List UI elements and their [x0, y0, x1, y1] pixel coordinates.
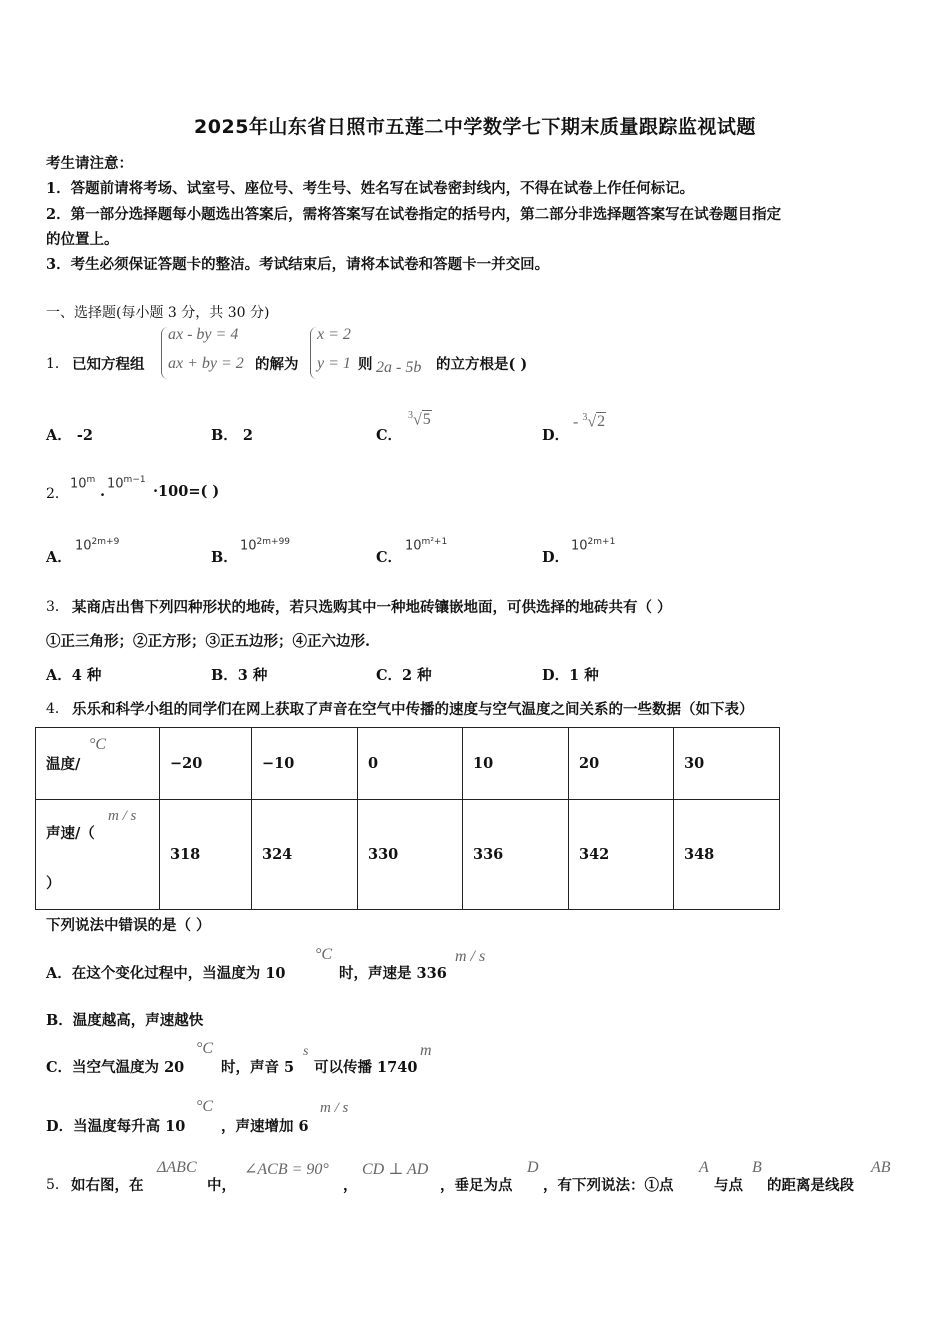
table-cell: 348	[674, 800, 780, 910]
q1-option-d-radical: - $^3$√2	[573, 412, 606, 431]
q3-option-b[interactable]: B．3 种	[211, 667, 268, 684]
q2-option-c-expr: $10^{m^2+1}$	[405, 537, 448, 554]
section-heading: 一、选择题(每小题 3 分，共 30 分)	[46, 305, 270, 321]
q2-option-a-label[interactable]: A．	[46, 549, 72, 566]
q5-text-1: 如右图，在	[71, 1177, 144, 1194]
q1-number: 1．	[46, 356, 69, 372]
q4-option-c-unit-3: m	[420, 1042, 432, 1059]
q4-option-c-unit-1: °C	[196, 1040, 214, 1057]
speed-unit: m / s	[108, 808, 137, 824]
q1-option-b[interactable]	[211, 424, 253, 445]
q5-text-6: 与点	[714, 1177, 743, 1194]
table-cell: 330	[358, 800, 463, 910]
q3-shapes: ①正三角形；②正方形；③正五边形；④正六边形.	[46, 633, 371, 650]
q1-solution-1: x = 2	[317, 326, 351, 343]
q4-option-a-unit-1: °C	[315, 946, 333, 963]
q4-option-d-text-2: ，声速增加 6	[221, 1118, 309, 1135]
table-row-temperature	[36, 728, 780, 800]
q1-option-c-label[interactable]: C．	[376, 427, 403, 444]
q4-option-c-text-2: 时，声音 5	[221, 1059, 295, 1076]
q1-option-a[interactable]	[46, 424, 93, 445]
q5-math-angle: ∠ACB = 90°	[244, 1161, 329, 1178]
temperature-header-cell	[36, 728, 160, 800]
q1-option-a-label: A．	[46, 427, 72, 444]
q1-option-a-text: -2	[76, 427, 93, 444]
temperature-label: 温度/	[46, 756, 81, 773]
q4-option-a[interactable]: A．在这个变化过程中，当温度为 10	[46, 965, 286, 982]
q5-text-4: ，垂足为点	[440, 1177, 513, 1194]
q2-term-2: $10^{m-1}$	[107, 475, 146, 492]
q5-text-3: ，	[343, 1177, 358, 1194]
table-cell: 0	[358, 728, 463, 800]
q2-number: 2．	[46, 486, 69, 502]
table-cell: 20	[569, 728, 674, 800]
q5-text-5: ，有下列说法：①点	[543, 1177, 674, 1194]
q2-option-d-label[interactable]: D．	[542, 549, 570, 566]
q2-option-b-label[interactable]: B．	[211, 549, 238, 566]
q4-option-d-unit-1: °C	[196, 1098, 214, 1115]
notice-line-2a: 2．第一部分选择题每小题选出答案后，需将答案写在试卷指定的括号内，第二部分非选择题答案写在试卷题目指定	[46, 206, 782, 223]
q3-option-d[interactable]: D．1 种	[542, 667, 599, 684]
q1-suffix: 的立方根是( )	[436, 356, 528, 373]
q4-option-b[interactable]: B．温度越高，声速越快	[46, 1012, 204, 1029]
q1-then: 则	[358, 356, 373, 373]
q4-option-c-unit-2: s	[303, 1044, 309, 1059]
q5-math-perp: CD ⊥ AD	[362, 1161, 429, 1178]
temperature-unit: °C	[89, 736, 107, 753]
q5-math-triangle: ΔABC	[157, 1159, 197, 1176]
q1-option-c-index: 3	[408, 410, 413, 421]
table-cell: 318	[160, 800, 252, 910]
q5-math-b: B	[752, 1159, 762, 1176]
q2-option-d-expr: $10^{2m+1}$	[571, 537, 616, 554]
q4-question: 下列说法中错误的是（ ）	[46, 917, 211, 934]
q4-option-a-unit-2: m / s	[455, 948, 486, 965]
table-cell: 10	[463, 728, 569, 800]
q5-math-d: D	[527, 1159, 539, 1176]
q1-option-b-label: B．	[211, 427, 238, 444]
q1-prefix: 已知方程组	[72, 356, 145, 373]
q3-number: 3．	[46, 599, 69, 615]
speed-label: 声速/（	[46, 825, 95, 842]
notice-line-2b: 的位置上。	[46, 231, 119, 248]
q1-option-d-index: 3	[582, 412, 588, 423]
q4-option-a-text-2: 时，声速是 336	[339, 965, 447, 982]
q5-text-7: 的距离是线段	[767, 1177, 854, 1194]
q2-option-b-expr: $10^{2m+99}$	[240, 537, 291, 554]
q4-option-d[interactable]: D．当温度每升高 10	[46, 1118, 186, 1135]
q4-text: 乐乐和科学小组的同学们在网上获取了声音在空气中传播的速度与空气温度之间关系的一些数据（如下表）	[72, 701, 754, 718]
table-row-speed	[36, 800, 780, 910]
q1-equation-1: ax - by = 4	[168, 326, 239, 343]
q4-option-c-text-3: 可以传播 1740	[314, 1059, 418, 1076]
notice-line-1: 1．答题前请将考场、试室号、座位号、考生号、姓名写在试卷密封线内，不得在试卷上作任何标记。	[46, 180, 695, 197]
q1-option-d-sign: -	[573, 413, 579, 431]
q5-math-a: A	[699, 1159, 709, 1176]
table-cell: 336	[463, 800, 569, 910]
speed-header-cell	[36, 800, 160, 910]
table-cell: 324	[252, 800, 358, 910]
q1-option-c-radicand: 5	[422, 411, 431, 429]
q2-option-c-label[interactable]: C．	[376, 549, 403, 566]
q1-option-c-radical: $^3$√5	[408, 410, 431, 429]
table-cell: 342	[569, 800, 674, 910]
q1-expression: 2a - 5b	[376, 359, 422, 376]
q1-option-b-text: 2	[242, 427, 253, 444]
q3-option-a[interactable]: A．4 种	[46, 667, 102, 684]
q2-tail: ·100=( )	[153, 483, 220, 500]
q1-solution-brace	[310, 327, 317, 379]
q3-text: 某商店出售下列四种形状的地砖，若只选购其中一种地砖镶嵌地面，可供选择的地砖共有（ ）	[72, 599, 672, 616]
q1-option-d-label[interactable]: D．	[542, 427, 570, 444]
q1-system-brace	[161, 327, 168, 379]
q4-number: 4．	[46, 701, 69, 717]
table-cell: −20	[160, 728, 252, 800]
q1-option-d-radicand: 2	[597, 413, 606, 431]
speed-label-close: ）	[46, 875, 61, 892]
q3-option-c[interactable]: C．2 种	[376, 667, 432, 684]
speed-table	[35, 727, 780, 910]
q2-term-1: 10$^m$	[70, 475, 96, 492]
q5-number: 5．	[46, 1177, 69, 1193]
q5-math-ab: AB	[871, 1159, 891, 1176]
notice-heading: 考生请注意：	[46, 155, 133, 172]
q4-option-d-unit-2: m / s	[320, 1100, 349, 1116]
table-cell: 30	[674, 728, 780, 800]
table-cell: −10	[252, 728, 358, 800]
q1-equation-2: ax + by = 2	[168, 355, 244, 372]
q1-mid: 的解为	[255, 356, 299, 373]
q4-option-c[interactable]: C．当空气温度为 20	[46, 1059, 185, 1076]
notice-line-3: 3．考生必须保证答题卡的整洁。考试结束后，请将本试卷和答题卡一并交回。	[46, 256, 550, 273]
q2-option-a-expr: $10^{2m+9}$	[75, 537, 120, 554]
q5-text-2: 中，	[207, 1177, 236, 1194]
q1-solution-2: y = 1	[317, 355, 351, 372]
page-title: 2025年山东省日照市五莲二中学数学七下期末质量跟踪监视试题	[194, 116, 756, 138]
